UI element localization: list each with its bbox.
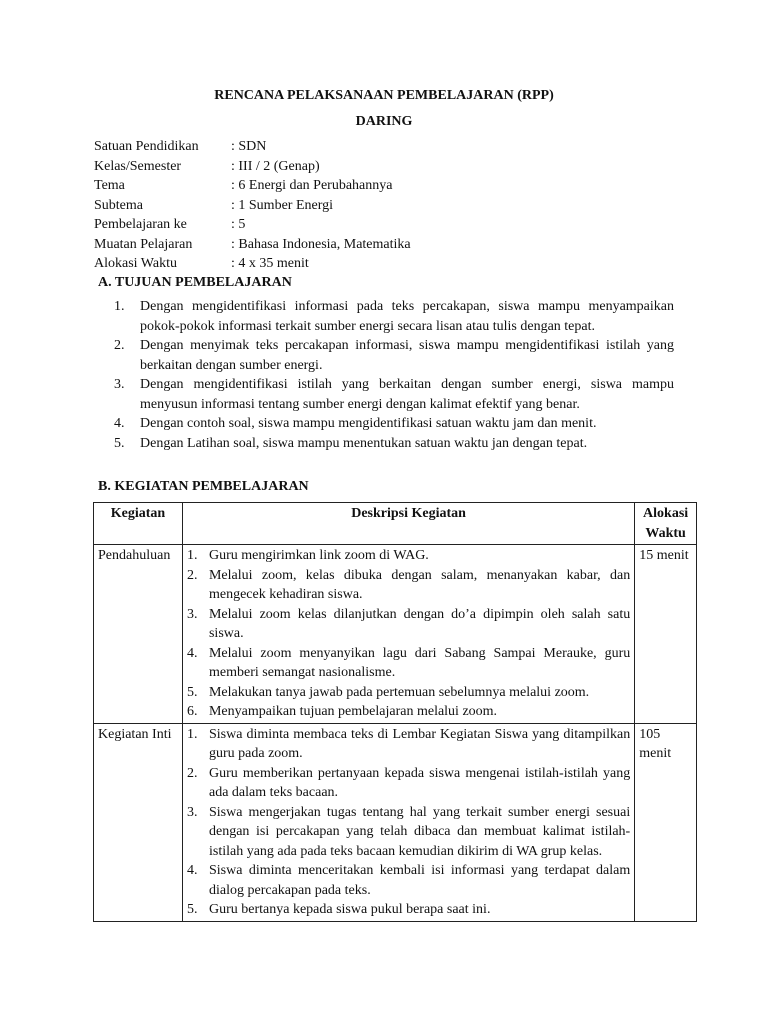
identity-label: Subtema [94,197,143,213]
item-text: Dengan contoh soal, siswa mampu mengidentifikasi satuan waktu jam dan menit. [140,416,597,431]
list-item [187,605,630,644]
list-item [187,725,630,764]
list-item [114,336,674,375]
list-item [187,803,630,862]
item-text: Melalui zoom menyanyikan lagu dari Sabang Sampai Merauke, guru memberi semangat nasionalisme. [208,645,631,680]
item-text: Menyampaikan tujuan pembelajaran melalui zoom. [208,704,498,719]
item-text: Guru mengirimkan link zoom di WAG. [208,548,429,563]
document-subtitle: DARING [355,114,413,129]
list-item [187,702,630,722]
identity-value: : 6 Energi dan Perubahannya [231,178,393,193]
item-text: Guru memberikan pertanyaan kepada siswa mengenai istilah-istilah yang ada dalam teks bacaan. [208,765,631,800]
cell-kegiatan: Pendahuluan [94,545,183,724]
item-number: 2. [186,567,198,583]
identity-label: Muatan Pelajaran [94,236,193,252]
cell-alokasi: 15 menit [635,545,697,724]
item-text: Siswa diminta menceritakan kembali isi informasi yang terdapat dalam dialog percakapan pada teks. [208,863,631,898]
list-item [187,546,630,566]
list-item [114,434,674,454]
item-text: Melalui zoom, kelas dibuka dengan salam, menanyakan kabar, dan mengecek kehadiran siswa. [208,567,631,602]
item-number: 5. [186,902,198,917]
identity-row [94,254,411,274]
item-number: 3. [186,804,198,820]
identity-value: : III / 2 (Genap) [231,158,320,174]
table-row [94,545,697,724]
section-a-heading: A. TUJUAN PEMBELAJARAN [98,275,292,290]
item-text: Melakukan tanya jawab pada pertemuan sebelumnya melalui zoom. [208,684,590,700]
item-text: Melalui zoom kelas dilanjutkan dengan do’a dipimpin oleh salah satu siswa. [208,606,631,641]
cell-deskripsi [182,723,634,921]
identity-row [94,137,411,157]
table-header-row [94,503,697,545]
list-item [187,900,630,920]
identity-row [94,235,411,255]
identity-label: Pembelajaran ke [94,217,187,232]
item-text: Dengan Latihan soal, siswa mampu menentukan satuan waktu jan dengan tepat. [140,435,588,451]
item-number: 1. [186,548,198,563]
identity-value: : 1 Sumber Energi [231,197,334,213]
item-number: 4. [114,416,125,431]
item-number: 3. [186,606,198,622]
identity-row [94,176,411,196]
list-item [187,644,630,683]
cell-kegiatan: Kegiatan Inti [94,723,183,921]
item-text: Guru bertanya kepada siswa pukul berapa saat ini. [208,902,491,917]
item-number: 5. [114,435,125,451]
identity-value: : SDN [231,139,267,154]
list-item [114,375,674,414]
identity-label: Satuan Pendidikan [94,139,199,154]
identity-value: : 5 [231,217,246,232]
cell-alokasi: 105 menit [635,723,697,921]
identity-row [94,157,411,177]
identity-block [94,137,411,274]
cell-deskripsi [182,545,634,724]
list-item [187,764,630,803]
header-kegiatan: Kegiatan [94,503,183,545]
list-item [187,566,630,605]
identity-label: Tema [94,178,125,193]
item-number: 4. [186,863,198,878]
header-alokasi: Alokasi Waktu [635,503,697,545]
item-number: 1. [186,726,198,742]
item-text: Dengan menyimak teks percakapan informasi, siswa mampu mengidentifikasi istilah yang berkaitan dengan sumber energi. [140,338,674,373]
identity-row [94,196,411,216]
item-text: Siswa mengerjakan tugas tentang hal yang terkait sumber energi sesuai dengan isi percakapan yang telah dibaca dan membuat kalimat istilah-istilah yang ada pada teks bacaan kemudian dikirim di WA grup kelas. [208,804,631,859]
activity-table [93,502,697,922]
identity-value: : Bahasa Indonesia, Matematika [231,236,411,252]
list-item [114,297,674,336]
item-number: 2. [186,765,198,781]
identity-label: Kelas/Semester [94,158,182,174]
identity-row [94,215,411,235]
list-item [187,683,630,703]
item-text: Dengan mengidentifikasi informasi pada teks percakapan, siswa mampu menyampaikan pokok-pokok informasi terkait sumber energi secara lisan atau tulis dengan tepat. [140,299,674,334]
identity-value: : 4 x 35 menit [231,256,309,271]
item-number: 1. [114,299,125,314]
item-number: 3. [114,377,125,392]
document-title: RENCANA PELAKSANAAN PEMBELAJARAN (RPP) [214,88,554,103]
section-b-heading: B. KEGIATAN PEMBELAJARAN [98,479,309,494]
item-number: 6. [186,704,198,719]
item-number: 4. [186,645,198,661]
item-text: Siswa diminta membaca teks di Lembar Kegiatan Siswa yang ditampilkan guru pada zoom. [208,726,631,761]
item-number: 5. [186,684,198,700]
goals-list [114,297,674,453]
list-item [187,861,630,900]
item-number: 2. [114,338,125,353]
list-item [114,414,674,434]
item-text: Dengan mengidentifikasi istilah yang berkaitan dengan sumber energi, siswa mampu menyusun informasi tentang sumber energi dengan kalimat efektif yang benar. [140,377,674,412]
identity-label: Alokasi Waktu [94,256,177,271]
header-deskripsi: Deskripsi Kegiatan [182,503,634,545]
table-row [94,723,697,921]
